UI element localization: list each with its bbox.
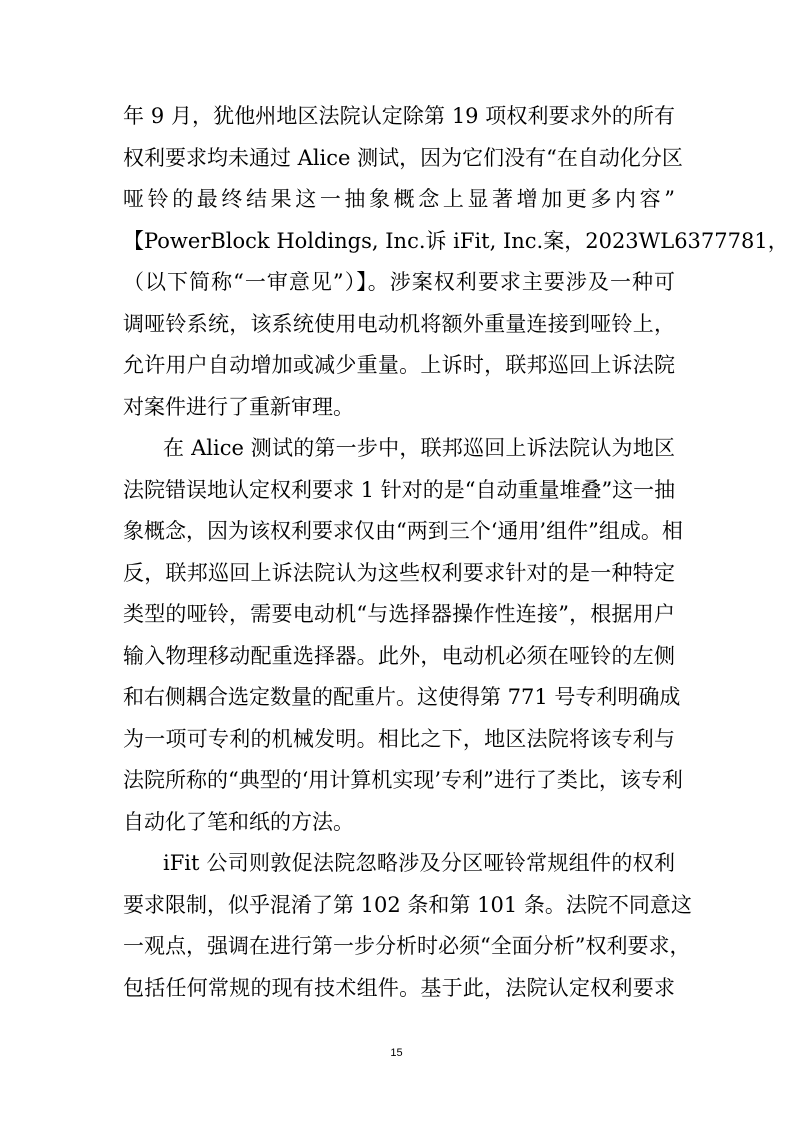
text-line: 象概念，因为该权利要求仅由“两到三个‘通用’组件”组成。相 [123,519,683,543]
text-line: iFit 公司则敦促法院忽略涉及分区哑铃常规组件的权利 [163,851,675,875]
text-line: 和右侧耦合选定数量的配重片。这使得第 771 号专利明确成 [123,685,681,709]
text-line: 哑铃的最终结果这一抽象概念上显著增加更多内容” [123,187,675,211]
paragraph-2 [123,428,683,843]
text-line: 包括任何常规的现有技术组件。基于此，法院认定权利要求 [123,975,675,1000]
text-line: 反，联邦巡回上诉法院认为这些权利要求针对的是一种特定 [123,560,675,585]
text-line: 允许用户自动增加或减少重量。上诉时，联邦巡回上诉法院 [123,353,675,377]
text-line: 法院错误地认定权利要求 1 针对的是“自动重量堆叠”这一抽 [123,477,676,502]
body-text [123,96,789,1009]
text-line: 输入物理移动配重选择器。此外，电动机必须在哑铃的左侧 [123,643,675,668]
text-line: 权利要求均未通过 Alice 测试，因为它们没有“在自动化分区 [123,145,683,170]
paragraph-1 [123,96,789,428]
text-line: 在 Alice 测试的第一步中，联邦巡回上诉法院认为地区 [163,436,675,460]
text-line: （以下简称“一审意见”）】。涉案权利要求主要涉及一种可 [123,270,675,294]
text-line: 要求限制，似乎混淆了第 102 条和第 101 条。法院不同意这 [123,892,692,917]
text-line: 自动化了笔和纸的方法。 [123,809,354,834]
text-line: 年 9 月，犹他州地区法院认定除第 19 项权利要求外的所有 [123,104,675,128]
text-line: 调哑铃系统，该系统使用电动机将额外重量连接到哑铃上， [123,311,675,336]
text-line: 法院所称的“典型的‘用计算机实现’专利”进行了类比，该专利 [123,768,683,792]
text-line: 对案件进行了重新审理。 [123,394,354,419]
text-line: 【PowerBlock Holdings, Inc.诉 iFit, Inc.案，2023WL6377781， [123,228,789,253]
text-line: 类型的哑铃，需要电动机“与选择器操作性连接”，根据用户 [123,602,675,626]
text-line: 一观点，强调在进行第一步分析时必须“全面分析”权利要求， [123,934,691,958]
text-line: 为一项可专利的机械发明。相比之下，地区法院将该专利与 [123,726,675,751]
paragraph-3 [123,843,692,1009]
page-number: 15 [390,1047,403,1059]
